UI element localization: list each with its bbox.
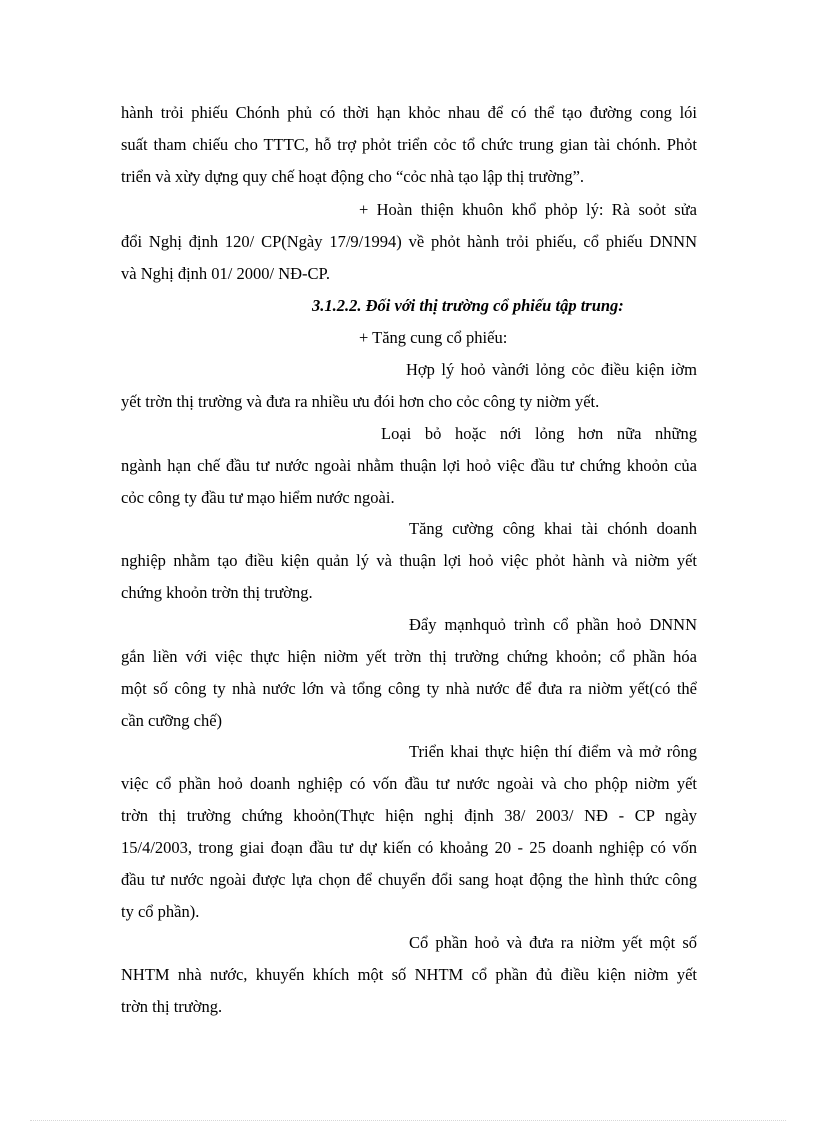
text-line: Cổ phần hoỏ và đưa ra niờm yết một số	[409, 933, 697, 952]
text-line: 15/4/2003, trong giai đoạn đầu tư dự kiến có khoảng 20 - 25 doanh nghiệp có vốn	[121, 838, 697, 857]
text-line: Tăng cường công khai tài chónh doanh	[409, 519, 697, 538]
text-line: + Tăng cung cổ phiếu:	[359, 328, 508, 347]
page-bottom-divider	[30, 1120, 786, 1121]
text-line: đổi Nghị định 120/ CP(Ngày 17/9/1994) về phỏt hành trỏi phiếu, cổ phiếu DNNN	[121, 232, 697, 251]
text-line: đầu tư nước ngoài được lựa chọn để chuyển đổi sang hoạt động the hình thức công	[121, 870, 697, 889]
text-line: Hợp lý hoỏ vànới lỏng cỏc điều kiện iờm	[406, 360, 697, 379]
section-heading: 3.1.2.2. Đối với thị trường cổ phiếu tập trung:	[312, 296, 624, 315]
text-line: cần cưỡng chế)	[121, 711, 223, 730]
text-line: hành trỏi phiếu Chónh phủ có thời hạn khỏc nhau để có thể tạo đường cong lói	[121, 103, 697, 122]
text-line: gắn liền với việc thực hiện niờm yết trờn thị trường chứng khoỏn; cổ phần hóa	[121, 647, 697, 666]
text-line: chứng khoỏn trờn thị trường.	[121, 583, 313, 602]
text-line: trờn thị trường chứng khoỏn(Thực hiện nghị định 38/ 2003/ NĐ - CP ngày	[121, 806, 697, 825]
text-line: Đẩy mạnhquỏ trình cổ phần hoỏ DNNN	[409, 615, 697, 634]
text-line: NHTM nhà nước, khuyến khích một số NHTM cổ phần đủ điều kiện niờm yết	[121, 965, 697, 984]
text-line: ngành hạn chế đầu tư nước ngoài nhằm thuận lợi hoỏ việc đầu tư chứng khoỏn của	[121, 456, 697, 475]
text-line: triển và xừy dựng quy chế hoạt động cho “cỏc nhà tạo lập thị trường”.	[121, 167, 585, 186]
text-line: một số công ty nhà nước lớn và tổng công ty nhà nước để đưa ra niờm yết(có thể	[121, 679, 697, 698]
text-line: ty cổ phần).	[121, 902, 200, 921]
text-line: việc cổ phần hoỏ doanh nghiệp có vốn đầu tư nước ngoài và cho phộp niờm yết	[121, 774, 697, 793]
text-line: cỏc công ty đầu tư mạo hiểm nước ngoài.	[121, 488, 395, 507]
text-line: Loại bỏ hoặc nới lỏng hơn nữa những	[381, 424, 697, 443]
text-line: yết trờn thị trường và đưa ra nhiều ưu đói hơn cho cỏc công ty niờm yết.	[121, 392, 600, 411]
text-line: nghiệp nhằm tạo điều kiện quản lý và thuận lợi hoỏ việc phỏt hành và niờm yết	[121, 551, 697, 570]
text-line: và Nghị định 01/ 2000/ NĐ-CP.	[121, 264, 331, 283]
text-line: + Hoàn thiện khuôn khổ phỏp lý: Rà soỏt sửa	[359, 200, 697, 219]
text-line: trờn thị trường.	[121, 997, 223, 1016]
text-line: suất tham chiếu cho TTTC, hỗ trợ phỏt triển cỏc tổ chức trung gian tài chónh. Phỏt	[121, 135, 697, 154]
text-line: Triển khai thực hiện thí điểm và mở rông	[409, 742, 697, 761]
